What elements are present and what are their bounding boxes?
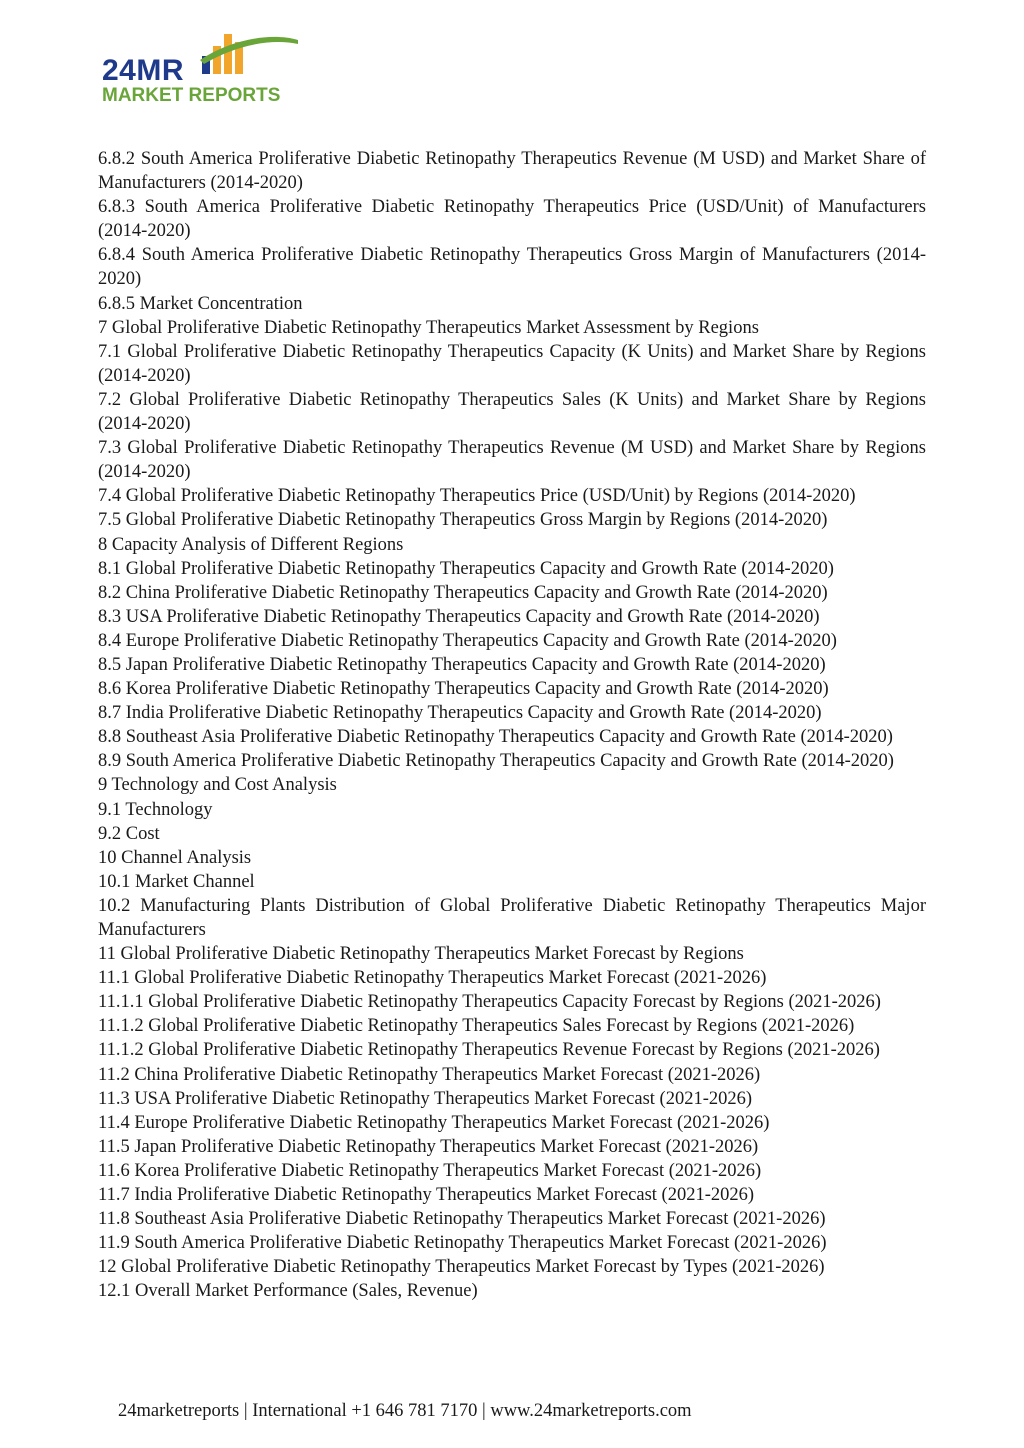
toc-entry: 10 Channel Analysis xyxy=(98,847,252,868)
toc-entry: 6.8.2 South America Proliferative Diabetic Retinopathy Therapeutics Revenue (M USD) and Market Share of Manufacturers (2014-2020) xyxy=(98,149,926,194)
toc-entry: 8.4 Europe Proliferative Diabetic Retinopathy Therapeutics Capacity and Growth Rate (2014-2020) xyxy=(98,630,837,651)
toc-entry: 11.5 Japan Proliferative Diabetic Retinopathy Therapeutics Market Forecast (2021-2026) xyxy=(98,1136,759,1157)
toc-entry: 9.1 Technology xyxy=(98,799,213,820)
toc-entry: 7.1 Global Proliferative Diabetic Retinopathy Therapeutics Capacity (K Units) and Market Share by Regions (2014-2020) xyxy=(98,341,926,386)
toc-entry: 11.6 Korea Proliferative Diabetic Retinopathy Therapeutics Market Forecast (2021-2026) xyxy=(98,1160,762,1181)
logo-text-sub: MARKET REPORTS xyxy=(102,85,281,106)
toc-entry: 11.7 India Proliferative Diabetic Retinopathy Therapeutics Market Forecast (2021-2026) xyxy=(98,1185,755,1206)
toc-entry: 11.3 USA Proliferative Diabetic Retinopathy Therapeutics Market Forecast (2021-2026) xyxy=(98,1088,753,1109)
toc-entry: 8.2 China Proliferative Diabetic Retinopathy Therapeutics Capacity and Growth Rate (2014-2020) xyxy=(98,582,828,603)
toc-entry: 11.1.2 Global Proliferative Diabetic Retinopathy Therapeutics Sales Forecast by Regions (2021-2026) xyxy=(98,1016,855,1037)
toc-entry: 10.2 Manufacturing Plants Distribution of Global Proliferative Diabetic Retinopathy Therapeutics Major Manufacturers xyxy=(98,895,926,940)
toc-entry: 8 Capacity Analysis of Different Regions xyxy=(98,534,404,555)
toc-entry: 9.2 Cost xyxy=(98,823,160,844)
toc-entry: 8.9 South America Proliferative Diabetic Retinopathy Therapeutics Capacity and Growth Rate (2014-2020) xyxy=(98,751,894,772)
toc-entry: 11.1.2 Global Proliferative Diabetic Retinopathy Therapeutics Revenue Forecast by Regions (2021-2026) xyxy=(98,1040,880,1061)
toc-entry: 6.8.4 South America Proliferative Diabetic Retinopathy Therapeutics Gross Margin of Manufacturers (2014-2020) xyxy=(98,245,926,290)
toc-entry: 8.7 India Proliferative Diabetic Retinopathy Therapeutics Capacity and Growth Rate (2014-2020) xyxy=(98,703,822,724)
toc-entry: 12.1 Overall Market Performance (Sales, Revenue) xyxy=(98,1281,478,1302)
toc-entry: 7.4 Global Proliferative Diabetic Retinopathy Therapeutics Price (USD/Unit) by Regions (2014-2020) xyxy=(98,486,856,507)
toc-entry: 11.8 Southeast Asia Proliferative Diabetic Retinopathy Therapeutics Market Forecast (2021-2026) xyxy=(98,1209,826,1230)
toc-entry: 11.1.1 Global Proliferative Diabetic Retinopathy Therapeutics Capacity Forecast by Regions (2021-2026) xyxy=(98,992,881,1013)
toc-entry: 8.5 Japan Proliferative Diabetic Retinopathy Therapeutics Capacity and Growth Rate (2014-2020) xyxy=(98,654,826,675)
page-footer: 24marketreports | International +1 646 781 7170 | www.24marketreports.com xyxy=(118,1401,692,1421)
toc-entry: 7 Global Proliferative Diabetic Retinopathy Therapeutics Market Assessment by Regions xyxy=(98,317,759,338)
toc-entry: 6.8.3 South America Proliferative Diabetic Retinopathy Therapeutics Price (USD/Unit) of Manufacturers (2014-2020) xyxy=(98,197,926,242)
brand-logo xyxy=(100,26,305,110)
toc-entry: 10.1 Market Channel xyxy=(98,871,255,892)
logo-text-main: 24MR xyxy=(102,54,185,87)
toc-entry: 8.1 Global Proliferative Diabetic Retinopathy Therapeutics Capacity and Growth Rate (2014-2020) xyxy=(98,558,834,579)
toc-entry: 8.8 Southeast Asia Proliferative Diabetic Retinopathy Therapeutics Capacity and Growth Rate (2014-2020) xyxy=(98,727,893,748)
table-of-contents xyxy=(98,147,926,1304)
toc-entry: 9 Technology and Cost Analysis xyxy=(98,775,337,796)
toc-entry: 11.9 South America Proliferative Diabetic Retinopathy Therapeutics Market Forecast (2021-2026) xyxy=(98,1233,827,1254)
toc-entry: 7.2 Global Proliferative Diabetic Retinopathy Therapeutics Sales (K Units) and Market Share by Regions (2014-2020) xyxy=(98,389,926,435)
toc-entry: 12 Global Proliferative Diabetic Retinopathy Therapeutics Market Forecast by Types (2021-2026) xyxy=(98,1257,825,1278)
toc-entry: 11 Global Proliferative Diabetic Retinopathy Therapeutics Market Forecast by Regions xyxy=(98,944,744,965)
toc-entry: 8.6 Korea Proliferative Diabetic Retinopathy Therapeutics Capacity and Growth Rate (2014-2020) xyxy=(98,679,829,700)
toc-entry: 11.1 Global Proliferative Diabetic Retinopathy Therapeutics Market Forecast (2021-2026) xyxy=(98,968,767,989)
toc-entry: 11.2 China Proliferative Diabetic Retinopathy Therapeutics Market Forecast (2021-2026) xyxy=(98,1064,761,1085)
toc-entry: 7.5 Global Proliferative Diabetic Retinopathy Therapeutics Gross Margin by Regions (2014-2020) xyxy=(98,510,828,531)
toc-entry: 6.8.5 Market Concentration xyxy=(98,293,303,314)
toc-entry: 11.4 Europe Proliferative Diabetic Retinopathy Therapeutics Market Forecast (2021-2026) xyxy=(98,1112,770,1133)
bar-chart-logo-icon xyxy=(200,26,300,76)
toc-entry: 8.3 USA Proliferative Diabetic Retinopathy Therapeutics Capacity and Growth Rate (2014-2020) xyxy=(98,606,820,627)
toc-entry: 7.3 Global Proliferative Diabetic Retinopathy Therapeutics Revenue (M USD) and Market Share by Regions (2014-2020) xyxy=(98,438,926,483)
